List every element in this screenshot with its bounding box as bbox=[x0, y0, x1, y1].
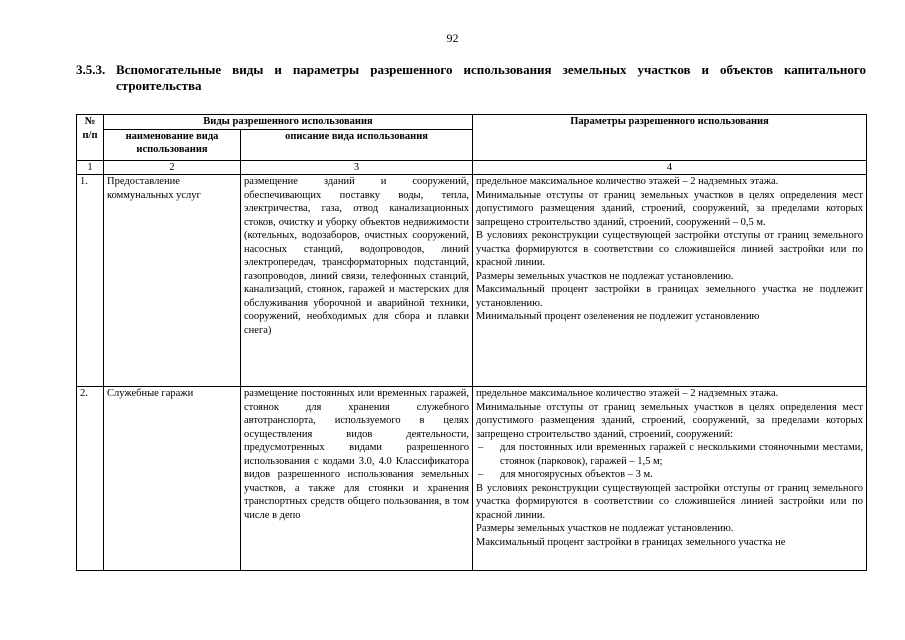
section-title: Вспомогательные виды и параметры разрешенного использования земельных участков и объектов капитального строительства bbox=[116, 62, 866, 93]
param-list-text: для постоянных или временных гаражей с несколькими стояночными местами, стоянок (парковок), гаражей – 1,5 м; bbox=[500, 442, 864, 467]
col-number-4: 4 bbox=[473, 160, 867, 175]
section-number: 3.5.3. bbox=[76, 62, 106, 77]
param-list-item bbox=[476, 441, 863, 468]
param-line: Размеры земельных участков не подлежат установлению. bbox=[476, 270, 734, 282]
page-number: 92 bbox=[446, 31, 459, 45]
param-line: В условиях реконструкции существующей застройки отступы от границ земельного участка формируются в соответствии со сложившейся линией застройки или по красной линии. bbox=[476, 482, 864, 521]
use-parameters bbox=[473, 175, 867, 387]
header-num: № п/п bbox=[77, 115, 104, 161]
param-line: Минимальный процент озеленения не подлежит установлению bbox=[476, 311, 760, 322]
dash-bullet: – bbox=[478, 442, 484, 453]
row-number: 1. bbox=[77, 175, 104, 387]
table-row bbox=[77, 175, 867, 387]
permitted-use-table bbox=[76, 114, 867, 571]
param-line: предельное максимальное количество этажей – 2 надземных этажа. bbox=[476, 388, 779, 399]
header-group: Виды разрешенного использования bbox=[104, 115, 473, 130]
param-line: Максимальный процент застройки в границах земельного участка не подлежит установлению. bbox=[476, 284, 864, 309]
header-row-1 bbox=[77, 115, 867, 130]
dash-bullet: – bbox=[478, 469, 484, 480]
use-description: размещение зданий и сооружений, обеспечивающих поставку воды, тепла, электричества, газа, отвод канализационных стоков, очистку и уборку объектов недвижимости (котельных, водозаборов, очистных сооружений, насосных станций, водопроводов, линий электропередач, трансформаторных подстанций, газопроводов, линий связи, телефонных станций, канализаций, стоянок, гаражей и мастерских для обслуживания уборочной и аварийной техники, сооружений, необходимых для сбора и плавки снега) bbox=[241, 175, 473, 387]
param-line: Минимальные отступы от границ земельных участков в целях определения мест допустимого размещения зданий, строений, сооружений, за пределами которых запрещено строительство зданий, строений, сооружений: bbox=[476, 401, 864, 440]
col-number-2: 2 bbox=[104, 160, 241, 175]
use-name: Предоставление коммунальных услуг bbox=[104, 175, 241, 387]
param-list-text: для многоярусных объектов – 3 м. bbox=[500, 469, 653, 480]
param-line: предельное максимальное количество этажей – 2 надземных этажа. bbox=[476, 176, 779, 187]
header-desc: описание вида использования bbox=[241, 129, 473, 160]
param-list-item bbox=[476, 468, 863, 482]
use-description: размещение постоянных или временных гаражей, стоянок для хранения служебного автотранспорта, используемого в целях осуществления видов деятельности, предусмотренных видами разрешенного использования с кодами 3.0, 4.0 Классификатора видов разрешенного использования земельных участков, а также для стоянки и хранения транспортных средств общего пользования, в том числе в депо bbox=[241, 387, 473, 571]
row-number: 2. bbox=[77, 387, 104, 571]
param-line: Минимальные отступы от границ земельных участков в целях определения мест допустимого размещения зданий, строений, сооружений, за пределами которых запрещено строительство зданий, строений, сооружений – 0,5 м. bbox=[476, 189, 864, 228]
header-name: наименование вида использования bbox=[104, 129, 241, 160]
table-row bbox=[77, 387, 867, 571]
use-parameters bbox=[473, 387, 867, 571]
col-number-1: 1 bbox=[77, 160, 104, 175]
param-line: Максимальный процент застройки в границах земельного участка не bbox=[476, 536, 786, 548]
section-heading bbox=[76, 62, 866, 94]
param-line: В условиях реконструкции существующей застройки отступы от границ земельного участка формируются в соответствии со сложившейся линией застройки или по красной линии. bbox=[476, 230, 864, 268]
param-line: Размеры земельных участков не подлежат установлению. bbox=[476, 523, 734, 534]
column-number-row bbox=[77, 160, 867, 175]
use-name: Служебные гаражи bbox=[104, 387, 241, 571]
col-number-3: 3 bbox=[241, 160, 473, 175]
header-params: Параметры разрешенного использования bbox=[473, 115, 867, 161]
